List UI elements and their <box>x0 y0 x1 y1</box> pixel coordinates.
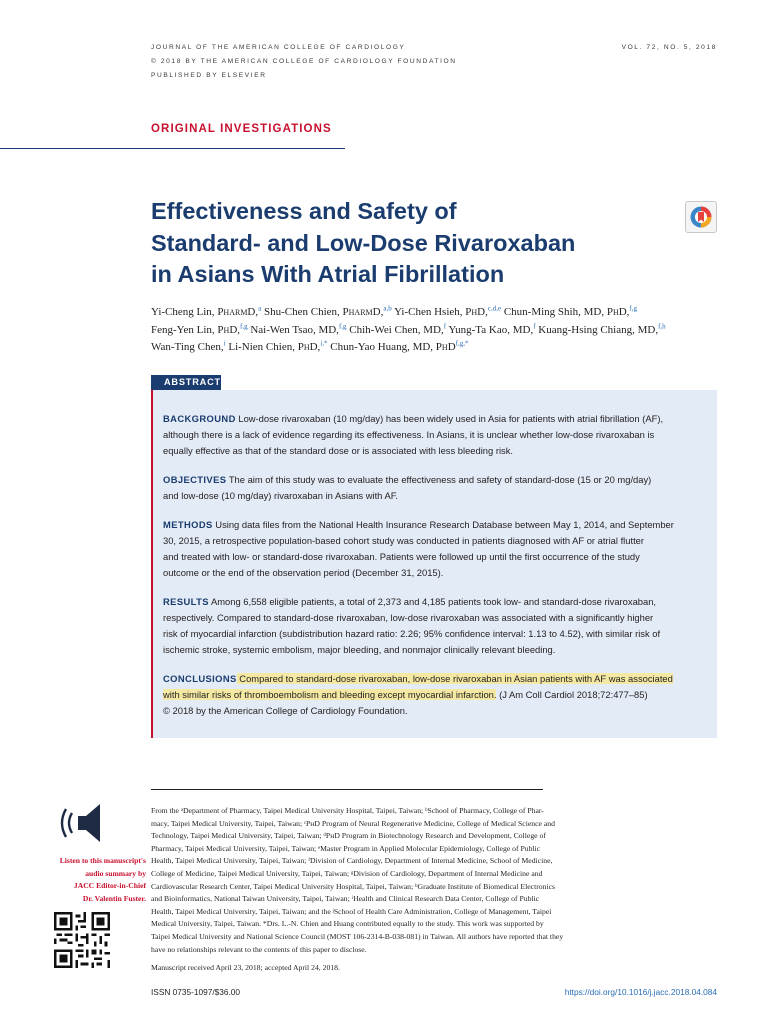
section-keyword: CONCLUSIONS <box>163 673 237 684</box>
affiliation-marker[interactable]: f <box>443 321 447 330</box>
qr-code-icon[interactable] <box>54 912 110 968</box>
section-keyword: RESULTS <box>163 596 209 607</box>
doi-link[interactable]: https://doi.org/10.1016/j.jacc.2018.04.084 <box>564 987 717 997</box>
footnote-line: Medical University, Taipei, Taiwan. *Drs. L.-N. Chien and Huang contributed equally to the study. This work was supported by <box>151 919 544 929</box>
audio-note-line: Listen to this manuscript's <box>59 856 146 865</box>
title-line: in Asians With Atrial Fibrillation <box>151 261 505 287</box>
author-degree: PhD, <box>297 341 321 353</box>
author-name: Yi-Cheng Lin, <box>151 306 215 318</box>
highlighted-text[interactable]: Compared to standard-dose rivaroxaban, low-dose rivaroxaban in Asian patients with AF was associated <box>236 673 673 684</box>
abstract-line: Using data files from the National Health Insurance Research Database between May 1, 2014, and September <box>215 519 674 530</box>
affiliation-marker[interactable]: f,h <box>658 321 666 330</box>
abstract-results <box>163 594 703 658</box>
abstract-line: and low-dose (10 mg/day) rivaroxaban in Asians with AF. <box>163 490 399 501</box>
footnote-line: and Bioinformatics, National Taiwan University, Taipei, Taiwan; ⁱHealth and Clinical Research Data Center, College of Public <box>151 894 540 904</box>
author-degree: PhD, <box>606 306 630 318</box>
abstract-background <box>163 411 703 459</box>
abstract-line: respectively. Compared to standard-dose rivaroxaban, low-dose rivaroxaban was associated with a significantly higher <box>163 612 654 623</box>
section-divider <box>0 148 345 149</box>
footnote-line: macy, Taipei Medical University, Taipei, Taiwan; ᶜPʜD Program of Neural Regenerative Medicine, College of Medical Science and <box>151 818 555 828</box>
title-line: Effectiveness and Safety of <box>151 198 457 224</box>
highlighted-text[interactable]: with similar risks of thromboembolism and bleeding except myocardial infarction. <box>163 689 497 700</box>
author-name: Nai-Wen Tsao, MD, <box>250 323 339 336</box>
affiliation-marker[interactable]: f,g <box>338 321 347 330</box>
footnote-line: Technology, Taipei Medical University, Taipei, Taiwan; ᵈPʜD Program in Biotechnology Research and Development, College of <box>151 831 546 841</box>
author-name: Chih-Wei Chen, MD, <box>349 323 444 336</box>
section-keyword: METHODS <box>163 519 213 530</box>
citation: (J Am Coll Cardiol 2018;72:477–85) <box>496 689 648 700</box>
footnote-line: From the ᵃDepartment of Pharmacy, Taipei Medical University Hospital, Taipei, Taiwan; ᵇSchool of Pharmacy, College of Phar- <box>151 806 544 815</box>
abstract-conclusions <box>163 671 703 719</box>
abstract-line: equally effective as that of the standard dose or is associated with less bleeding risk. <box>163 445 514 456</box>
article-title <box>151 196 671 291</box>
affiliation-marker[interactable]: i <box>223 339 226 348</box>
abstract-tab: ABSTRACT <box>151 375 221 390</box>
abstract-methods <box>163 517 703 581</box>
abstract-line: risk of myocardial infarction (subdistribution hazard ratio: 2.26; 95% confidence interval: 1.13 to 4.52), with similar risk of <box>163 628 661 639</box>
author-line <box>151 322 721 340</box>
author-name: Chun-Yao Huang, MD, <box>330 341 434 353</box>
abstract-line: The aim of this study was to evaluate the effectiveness and safety of standard-dose (15 or 20 mg/day) <box>228 474 652 485</box>
section-keyword: OBJECTIVES <box>163 474 227 485</box>
author-name: Wan-Ting Chen, <box>151 341 224 353</box>
affiliation-marker[interactable]: f,g <box>240 321 248 330</box>
affiliation-marker[interactable]: f,g <box>629 304 638 313</box>
abstract-line: Among 6,558 eligible patients, a total of 2,373 and 4,185 patients took low- and standard-dose rivaroxaban, <box>210 596 657 607</box>
footnote-line: College of Medicine, Taipei Medical University, Taipei, Taiwan; ᵍDivision of Cardiology, Department of Internal Medicine and <box>151 868 543 878</box>
crossmark-icon[interactable] <box>685 201 717 233</box>
publisher-line: PUBLISHED BY ELSEVIER <box>151 72 267 79</box>
author-list <box>151 304 721 357</box>
abstract-line: 30, 2015, a retrospective population-based cohort study was conducted in patients diagnosed with AF or atrial flutter <box>163 535 645 546</box>
copyright-line: © 2018 BY THE AMERICAN COLLEGE OF CARDIOLOGY FOUNDATION <box>151 58 457 65</box>
affiliation-marker[interactable]: a,b <box>383 304 392 313</box>
section-label: ORIGINAL INVESTIGATIONS <box>151 123 332 135</box>
abstract-line: Low-dose rivaroxaban (10 mg/day) has been widely used in Asia for patients with atrial fibrillation (AF), <box>238 413 664 424</box>
audio-summary-note[interactable] <box>0 855 146 905</box>
author-name: Shu-Chen Chien, <box>264 306 340 318</box>
footnote-line: Taipei Medical University and National Science Council (MOST 106-2314-B-038-081) in Taiwan. All authors have reported that they <box>151 931 564 941</box>
section-keyword: BACKGROUND <box>163 413 236 424</box>
abstract-line: although there is a lack of evidence regarding its effectiveness. In Asians, it is unclear whether low-dose rivaroxaban is <box>163 429 655 440</box>
issn: ISSN 0735-1097/$36.00 <box>151 987 241 997</box>
author-name: Li-Nien Chien, <box>228 341 295 353</box>
footnote-line: have no relationships relevant to the contents of this paper to disclose. <box>151 944 367 954</box>
author-line <box>151 304 721 322</box>
footnote-line: Health, Taipei Medical University, Taipei, Taiwan; ᶠDivision of Cardiology, Department of Internal Medicine, School of Medicine, <box>151 856 553 866</box>
audio-note-line: JACC Editor-in-Chief <box>73 881 146 891</box>
affiliation-marker[interactable]: f,g,* <box>455 339 469 348</box>
affiliation-marker[interactable]: a <box>258 304 262 313</box>
author-name: Chun-Ming Shih, MD, <box>503 306 605 318</box>
author-name: Yi-Chen Hsieh, <box>394 306 463 318</box>
footnote-line: Health, Taipei Medical University, Taipei, Taiwan; and the ʲSchool of Health Care Administration, College of Management, Taipei <box>151 906 552 916</box>
abstract-objectives <box>163 472 703 504</box>
author-degree: PhD <box>435 341 456 353</box>
author-degree: PharmD, <box>217 306 259 318</box>
audio-note-line: audio summary by <box>85 868 146 878</box>
author-degree: PharmD, <box>342 306 384 318</box>
volume-line: VOL. 72, NO. 5, 2018 <box>621 44 717 51</box>
footnote-divider <box>151 789 543 790</box>
author-name: Yung-Ta Kao, MD, <box>448 323 534 336</box>
author-name: Kuang-Hsing Chiang, MD, <box>538 323 659 336</box>
manuscript-dates: Manuscript received April 23, 2018; accepted April 24, 2018. <box>151 963 340 973</box>
speaker-icon[interactable] <box>58 800 108 846</box>
abstract-copyright: © 2018 by the American College of Cardiology Foundation. <box>163 705 408 716</box>
affiliation-footnotes <box>151 805 639 975</box>
abstract-line: outcome or the end of the observation period (December 31, 2015). <box>163 567 444 578</box>
affiliation-marker[interactable]: c,d,e <box>487 304 502 313</box>
title-line: Standard- and Low-Dose Rivaroxaban <box>151 229 576 256</box>
audio-note-line: Dr. Valentin Fuster. <box>82 893 146 903</box>
author-name: Feng-Yen Lin, <box>151 323 215 336</box>
journal-name: JOURNAL OF THE AMERICAN COLLEGE OF CARDIOLOGY <box>151 44 406 51</box>
author-line <box>151 339 721 357</box>
affiliation-marker[interactable]: i,* <box>320 339 328 348</box>
affiliation-marker[interactable]: f <box>533 321 536 330</box>
author-degree: PhD, <box>217 323 241 336</box>
footnote-line: Cardiovascular Research Center, Taipei Medical University Hospital, Taipei, Taiwan; ʰGraduate Institute of Biomedical Electronics <box>151 881 556 891</box>
abstract-line: ischemic stroke, systemic embolism, major bleeding, and nonmajor clinically relevant bleeding. <box>163 644 556 655</box>
author-degree: PhD, <box>465 306 488 318</box>
footnote-line: Pharmacy, Taipei Medical University, Taipei, Taiwan; ᵉMaster Program in Applied Molecular Epidemiology, College of Public <box>151 843 541 853</box>
abstract-line: and treated with low- or standard-dose rivaroxaban. Patients were followed up until the first occurrence of the study <box>163 551 640 562</box>
